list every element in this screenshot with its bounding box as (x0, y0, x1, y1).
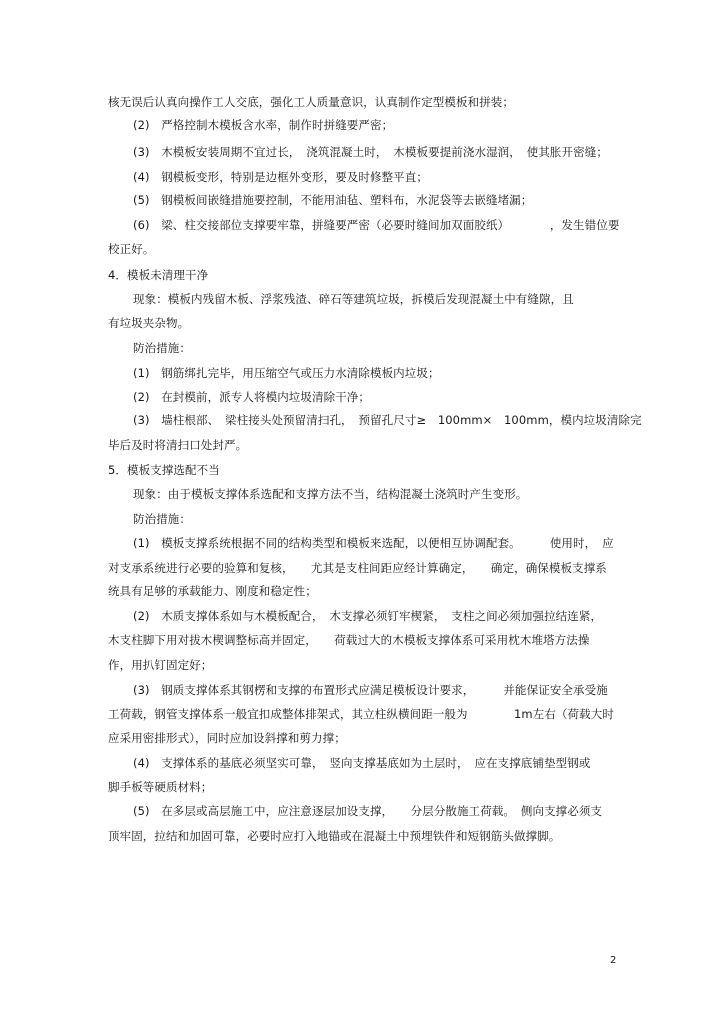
text-line: 顶牢固，拉结和加固可靠，必要时应打入地锚或在混凝土中预埋铁件和短钢筋头做撑脚。 (108, 829, 561, 843)
text-line: 对支承系统进行必要的验算和复核， 尤其是支柱间距应经计算确定， 确定，确保模板支撑系 (108, 561, 607, 575)
text-line: 统具有足够的承载能力、刚度和稳定性； (108, 584, 317, 598)
text-line: (3) 木模板安装周期不宜过长， 浇筑混凝土时， 木模板要提前浇水湿润， 使其胀开密缝； (133, 145, 608, 159)
text-line: (5) 在多层或高层施工中，应注意逐层加设支撑， 分层分散施工荷载。 侧向支撑必须支 (133, 804, 603, 818)
text-line: 毕后及时将清扫口处封严。 (108, 438, 248, 452)
text-line: (5) 钢模板间嵌缝措施要控制，不能用油毡、塑料布，水泥袋等去嵌缝堵漏； (133, 193, 533, 207)
page-number: 2 (610, 955, 617, 966)
text-line: (3) 钢质支撑体系其钢楞和支撑的布置形式应满足模板设计要求， 并能保证安全承受施 (133, 683, 608, 697)
text-line: (4) 支撑体系的基底必须坚实可靠， 竖向支撑基底如为土层时， 应在支撑底铺垫型钢或 (133, 756, 591, 770)
text-line: 工荷载，钢管支撑体系一般宜扣成整体排架式，其立柱纵横间距一般为 1m左右（荷载大时 (108, 707, 614, 721)
text-line: (2) 木质支撑体系如与木模板配合， 木支撑必须钉牢楔紧， 支柱之间必须加强拉结连紧， (133, 609, 603, 623)
text-line: (1) 模板支撑系统根据不同的结构类型和模板来选配，以便相互协调配套。 使用时， 应 (133, 536, 614, 550)
text-line: 有垃圾夹杂物。 (108, 316, 190, 330)
text-line: 防治措施： (133, 341, 191, 355)
text-line: 防治措施： (133, 512, 191, 526)
text-line: 校正好。 (108, 242, 155, 256)
text-line: 作，用扒钉固定好； (108, 658, 213, 672)
text-line: (6) 梁、柱交接部位支撑要牢靠，拼缝要严密（必要时缝间加双面胶纸） ，发生错位要 (133, 218, 620, 232)
text-line: (3) 墙柱根部、 梁柱接头处预留清扫孔， 预留孔尺寸≥ 100mm× 100mm，模内垃圾清除完 (133, 413, 642, 427)
text-line: 木支柱脚下用对拔木楔调整标高并固定， 荷载过大的木模板支撑体系可采用枕木堆塔方法操 (108, 633, 590, 647)
section-heading: 4．模板未清理干净 (108, 268, 209, 282)
text-line: 现象：模板内残留木板、浮浆残渣、碎石等建筑垃圾，拆模后发现混凝土中有缝隙，且 (133, 292, 574, 306)
text-line: (2) 严格控制木模板含水率，制作时拼缝要严密； (133, 118, 394, 132)
text-line: (1) 钢筋绑扎完毕，用压缩空气或压力水清除模板内垃圾； (133, 366, 440, 380)
text-line: 核无误后认真向操作工人交底，强化工人质量意识，认真制作定型模板和拼装； (108, 95, 514, 109)
text-line: (2) 在封模前，派专人将模内垃圾清除干净； (133, 390, 370, 404)
text-line: (4) 钢模板变形，特别是边框外变形，要及时修整平直； (133, 170, 428, 184)
text-line: 应采用密排形式），同时应加设斜撑和剪力撑； (108, 731, 346, 745)
text-line: 脚手板等硬质材料； (108, 780, 213, 794)
text-line: 现象：由于模板支撑体系选配和支撑方法不当，结构混凝土浇筑时产生变形。 (133, 487, 528, 501)
section-heading: 5．模板支撑选配不当 (108, 463, 220, 477)
